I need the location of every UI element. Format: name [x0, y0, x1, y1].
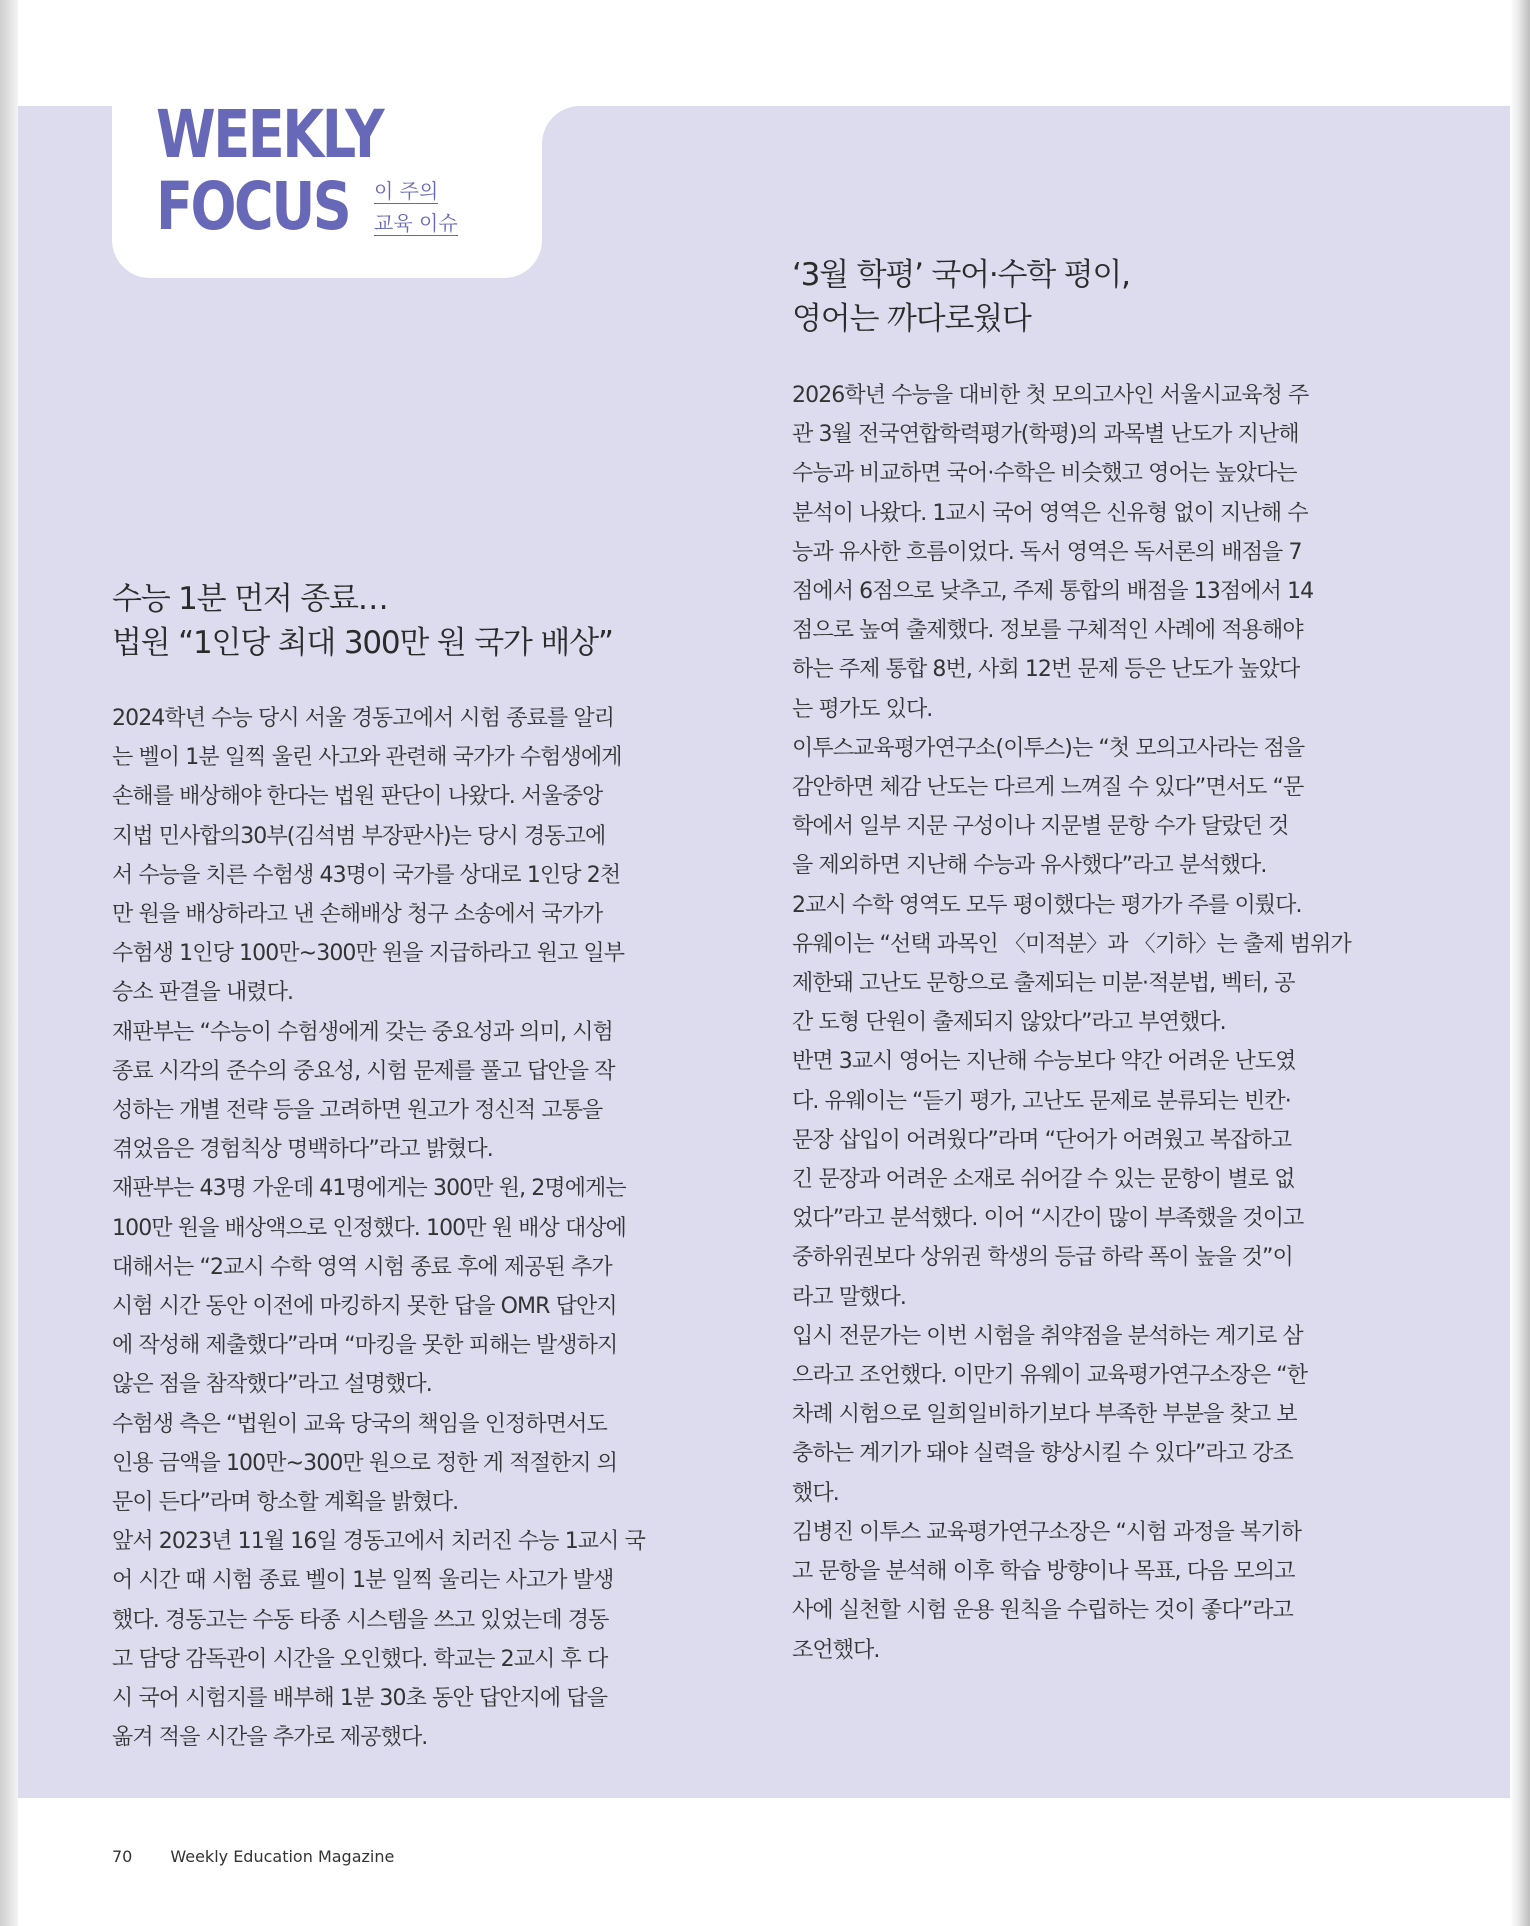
article-line: 을 제외하면 지난해 수능과 유사했다”라고 분석했다.	[792, 853, 1267, 879]
page-footer	[112, 1847, 432, 1866]
article-line: 차례 시험으로 일희일비하기보다 부족한 부분을 찾고 보	[792, 1402, 1297, 1428]
article-line: 수험생 1인당 100만~300만 원을 지급하라고 원고 일부	[112, 941, 625, 967]
article-line: 점에서 6점으로 낮추고, 주제 통합의 배점을 13점에서 14	[792, 579, 1314, 605]
article-line: 반면 3교시 영어는 지난해 수능보다 약간 어려운 난도였	[792, 1049, 1296, 1075]
article-line: 감안하면 체감 난도는 다르게 느껴질 수 있다”면서도 “문	[792, 775, 1304, 801]
article-line: 김병진 이투스 교육평가연구소장은 “시험 과정을 복기하	[792, 1519, 1302, 1545]
article-line: 라고 말했다.	[792, 1284, 906, 1310]
article-line: 분석이 나왔다. 1교시 국어 영역은 신유형 없이 지난해 수	[792, 500, 1308, 526]
article-line: 는 평가도 있다.	[792, 696, 933, 722]
article-line: 다. 유웨이는 “듣기 평가, 고난도 문제로 분류되는 빈칸·	[792, 1088, 1291, 1114]
article-line: 수험생 측은 “법원이 교육 당국의 책임을 인정하면서도	[112, 1411, 607, 1437]
page-number: 70	[112, 1847, 133, 1866]
article-line: 지법 민사합의30부(김석범 부장판사)는 당시 경동고에	[112, 823, 606, 849]
page-edge-left	[0, 0, 18, 1926]
article-line: 문이 든다”라며 항소할 계획을 밝혔다.	[112, 1490, 459, 1516]
right-article-body	[792, 376, 1351, 1670]
article-line: 사에 실천할 시험 운용 원칙을 수립하는 것이 좋다”라고	[792, 1598, 1293, 1624]
left-article-headline	[112, 577, 613, 665]
headline-line: 영어는 까다로웠다	[792, 301, 1031, 337]
article-line: 100만 원을 배상액으로 인정했다. 100만 원 배상 대상에	[112, 1215, 627, 1241]
article-line: 승소 판결을 내렸다.	[112, 980, 294, 1006]
article-line: 조언했다.	[792, 1637, 880, 1663]
article-line: 2교시 수학 영역도 모두 평이했다는 평가가 주를 이뤘다.	[792, 892, 1302, 918]
article-line: 2024학년 수능 당시 서울 경동고에서 시험 종료를 알리	[112, 706, 615, 731]
article-line: 으라고 조언했다. 이만기 유웨이 교육평가연구소장은 “한	[792, 1363, 1308, 1389]
article-line: 시 국어 시험지를 배부해 1분 30초 동안 답안지에 답을	[112, 1686, 608, 1712]
article-line: 재판부는 “수능이 수험생에게 갖는 중요성과 의미, 시험	[112, 1019, 613, 1045]
article-line: 만 원을 배상하라고 낸 손해배상 청구 소송에서 국가가	[112, 902, 603, 928]
article-line: 시험 시간 동안 이전에 마킹하지 못한 답을 OMR 답안지	[112, 1294, 617, 1320]
article-line: 이투스교육평가연구소(이투스)는 “첫 모의고사라는 점을	[792, 735, 1305, 761]
article-line: 중하위권보다 상위권 학생의 등급 하락 폭이 높을 것”이	[792, 1245, 1293, 1271]
article-line: 긴 문장과 어려운 소재로 쉬어갈 수 있는 문항이 별로 없	[792, 1167, 1295, 1193]
article-line: 점으로 높여 출제했다. 정보를 구체적인 사례에 적용해야	[792, 618, 1303, 644]
article-line: 했다. 경동고는 수동 타종 시스템을 쓰고 있었는데 경동	[112, 1607, 609, 1633]
page-edge-right	[1510, 0, 1530, 1926]
magazine-name: Weekly Education Magazine	[170, 1847, 395, 1866]
article-line: 는 벨이 1분 일찍 울린 사고와 관련해 국가가 수험생에게	[112, 745, 622, 771]
article-line: 능과 유사한 흐름이었다. 독서 영역은 독서론의 배점을 7	[792, 539, 1302, 565]
left-article-body	[112, 699, 645, 1757]
article-line: 관 3월 전국연합학력평가(학평)의 과목별 난도가 지난해	[792, 422, 1299, 448]
article-line: 학에서 일부 지문 구성이나 지문별 문항 수가 달랐던 것	[792, 814, 1289, 840]
logo-focus: FOCUS	[156, 168, 350, 245]
article-line: 고 문항을 분석해 이후 학습 방향이나 목표, 다음 모의고	[792, 1559, 1295, 1585]
headline-line: 수능 1분 먼저 종료…	[112, 581, 388, 617]
article-line: 제한돼 고난도 문항으로 출제되는 미분·적분법, 벡터, 공	[792, 971, 1295, 997]
article-line: 입시 전문가는 이번 시험을 취약점을 분석하는 계기로 삼	[792, 1323, 1303, 1349]
article-line: 손해를 배상해야 한다는 법원 판단이 나왔다. 서울중앙	[112, 784, 603, 810]
right-article-headline	[792, 253, 1130, 341]
article-line: 어 시간 때 시험 종료 벨이 1분 일찍 울리는 사고가 발생	[112, 1568, 614, 1594]
article-line: 앞서 2023년 11월 16일 경동고에서 치러진 수능 1교시 국	[112, 1529, 645, 1555]
article-line: 성하는 개별 전략 등을 고려하면 원고가 정신적 고통을	[112, 1098, 603, 1124]
article-line: 서 수능을 치른 수험생 43명이 국가를 상대로 1인당 2천	[112, 862, 621, 888]
article-line: 옮겨 적을 시간을 추가로 제공했다.	[112, 1725, 428, 1751]
article-line: 간 도형 단원이 출제되지 않았다”라고 부연했다.	[792, 1010, 1226, 1036]
article-line: 인용 금액을 100만~300만 원으로 정한 게 적절한지 의	[112, 1450, 618, 1476]
logo-subtitle-2: 교육 이슈	[374, 211, 458, 235]
article-line: 했다.	[792, 1480, 839, 1506]
article-line: 수능과 비교하면 국어·수학은 비슷했고 영어는 높았다는	[792, 461, 1297, 487]
article-line: 대해서는 “2교시 수학 영역 시험 종료 후에 제공된 추가	[112, 1254, 612, 1280]
article-line: 유웨이는 “선택 과목인 〈미적분〉과 〈기하〉는 출제 범위가	[792, 931, 1351, 957]
headline-line: ‘3월 학평’ 국어·수학 평이,	[792, 257, 1130, 293]
article-line: 었다”라고 분석했다. 이어 “시간이 많이 부족했을 것이고	[792, 1206, 1304, 1232]
logo-weekly: WEEKLY	[156, 96, 383, 173]
headline-line: 법원 “1인당 최대 300만 원 국가 배상”	[112, 625, 613, 661]
article-line: 겪었음은 경험칙상 명백하다”라고 밝혔다.	[112, 1137, 493, 1163]
article-line: 에 작성해 제출했다”라며 “마킹을 못한 피해는 발생하지	[112, 1333, 618, 1359]
article-line: 고 담당 감독관이 시간을 오인했다. 학교는 2교시 후 다	[112, 1646, 608, 1672]
article-line: 종료 시각의 준수의 중요성, 시험 문제를 풀고 답안을 작	[112, 1058, 615, 1084]
article-line: 충하는 계기가 돼야 실력을 향상시킬 수 있다”라고 강조	[792, 1441, 1293, 1467]
article-line: 않은 점을 참작했다”라고 설명했다.	[112, 1372, 432, 1398]
logo-subtitle-1: 이 주의	[374, 179, 439, 203]
article-line: 2026학년 수능을 대비한 첫 모의고사인 서울시교육청 주	[792, 383, 1309, 408]
article-line: 재판부는 43명 가운데 41명에게는 300만 원, 2명에게는	[112, 1176, 626, 1202]
article-line: 문장 삽입이 어려웠다”라며 “단어가 어려웠고 복잡하고	[792, 1127, 1292, 1153]
article-line: 하는 주제 통합 8번, 사회 12번 문제 등은 난도가 높았다	[792, 657, 1300, 683]
